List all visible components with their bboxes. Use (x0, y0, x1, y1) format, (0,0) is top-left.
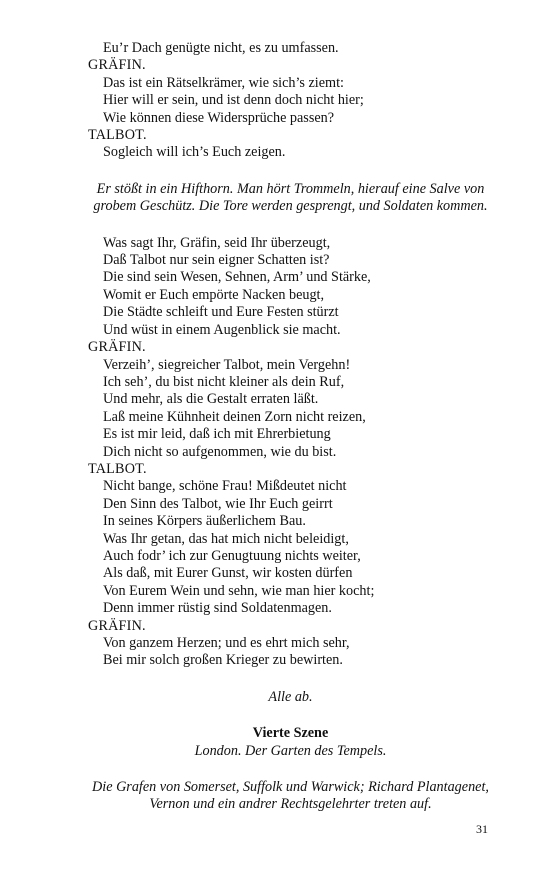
verse-line: Die sind sein Wesen, Sehnen, Arm’ und Stärke, (103, 269, 371, 286)
verse-line: Was sagt Ihr, Gräfin, seid Ihr überzeugt, (103, 234, 331, 251)
verse-line: Sogleich will ich’s Euch zeigen. (103, 144, 286, 161)
verse-line: Bei mir solch großen Krieger zu bewirten. (103, 652, 343, 669)
verse-line: Von ganzem Herzen; und es ehrt mich sehr, (103, 635, 350, 651)
page-number: 31 (476, 822, 488, 836)
verse-line: In seines Körpers äußerlichem Bau. (103, 513, 306, 530)
scene-place: London. Der Garten des Tempels. (194, 742, 387, 759)
verse-line: Wie können diese Widersprüche passen? (103, 109, 335, 126)
spacer (88, 760, 493, 779)
verse-line: Und wüst in einem Augenblick sie macht. (103, 321, 341, 338)
verse-line: Verzeih’, siegreicher Talbot, mein Vergehn! (103, 356, 351, 373)
spacer (88, 670, 493, 689)
verse-line: Eu’r Dach genügte nicht, es zu umfassen. (103, 40, 339, 56)
speaker-name: GRÄFIN. (88, 57, 146, 74)
speaker-name: TALBOT. (88, 460, 147, 477)
verse-line: Laß meine Kühnheit deinen Zorn nicht reizen, (103, 408, 366, 425)
verse-line: Auch fodr’ ich zur Genugtuung nichts weiter, (103, 547, 361, 564)
verse-line: Es ist mir leid, daß ich mit Ehrerbietung (103, 426, 331, 443)
stage-direction: Er stößt in ein Hifthorn. Man hört Trommeln, hierauf eine Salve von grobem Geschütz. Die Tore werden gesprengt, und Soldaten kommen. (93, 180, 488, 215)
spacer (88, 162, 493, 181)
verse-line: Als daß, mit Eurer Gunst, wir kosten dürfen (103, 565, 353, 582)
verse-line: Denn immer rüstig sind Soldatenmagen. (103, 600, 332, 617)
speaker-name: GRÄFIN. (88, 617, 146, 634)
verse-line: Daß Talbot nur sein eigner Schatten ist? (103, 252, 330, 269)
verse-line: Dich nicht so aufgenommen, wie du bist. (103, 443, 337, 460)
verse-line: Hier will er sein, und ist denn doch nicht hier; (103, 92, 364, 109)
speaker-name: GRÄFIN. (88, 339, 146, 356)
scene-title: Vierte Szene (252, 725, 329, 742)
stage-direction: Die Grafen von Somerset, Suffolk und Warwick; Richard Plantagenet, Vernon und ein andrer Rechtsgelehrter treten auf. (92, 779, 489, 813)
verse-line: Was Ihr getan, das hat mich nicht beleidigt, (103, 530, 349, 547)
verse-line: Und mehr, als die Gestalt erraten läßt. (103, 391, 319, 408)
verse-line: Womit er Euch empörte Nacken beugt, (103, 286, 325, 303)
verse-line: Ich seh’, du bist nicht kleiner als dein Ruf, (103, 373, 345, 390)
spacer (88, 216, 493, 235)
spacer (88, 706, 493, 725)
verse-line: Von Eurem Wein und sehn, wie man hier kocht; (103, 582, 375, 599)
verse-line: Das ist ein Rätselkrämer, wie sich’s ziemt: (103, 74, 344, 91)
speaker-name: TALBOT. (88, 127, 147, 144)
stage-direction: Alle ab. (268, 688, 313, 705)
verse-line: Den Sinn des Talbot, wie Ihr Euch geirrt (103, 495, 333, 512)
verse-line: Die Städte schleift und Eure Festen stürzt (103, 304, 339, 321)
book-page-text (88, 40, 493, 814)
verse-line: Nicht bange, schöne Frau! Mißdeutet nicht (103, 478, 347, 495)
